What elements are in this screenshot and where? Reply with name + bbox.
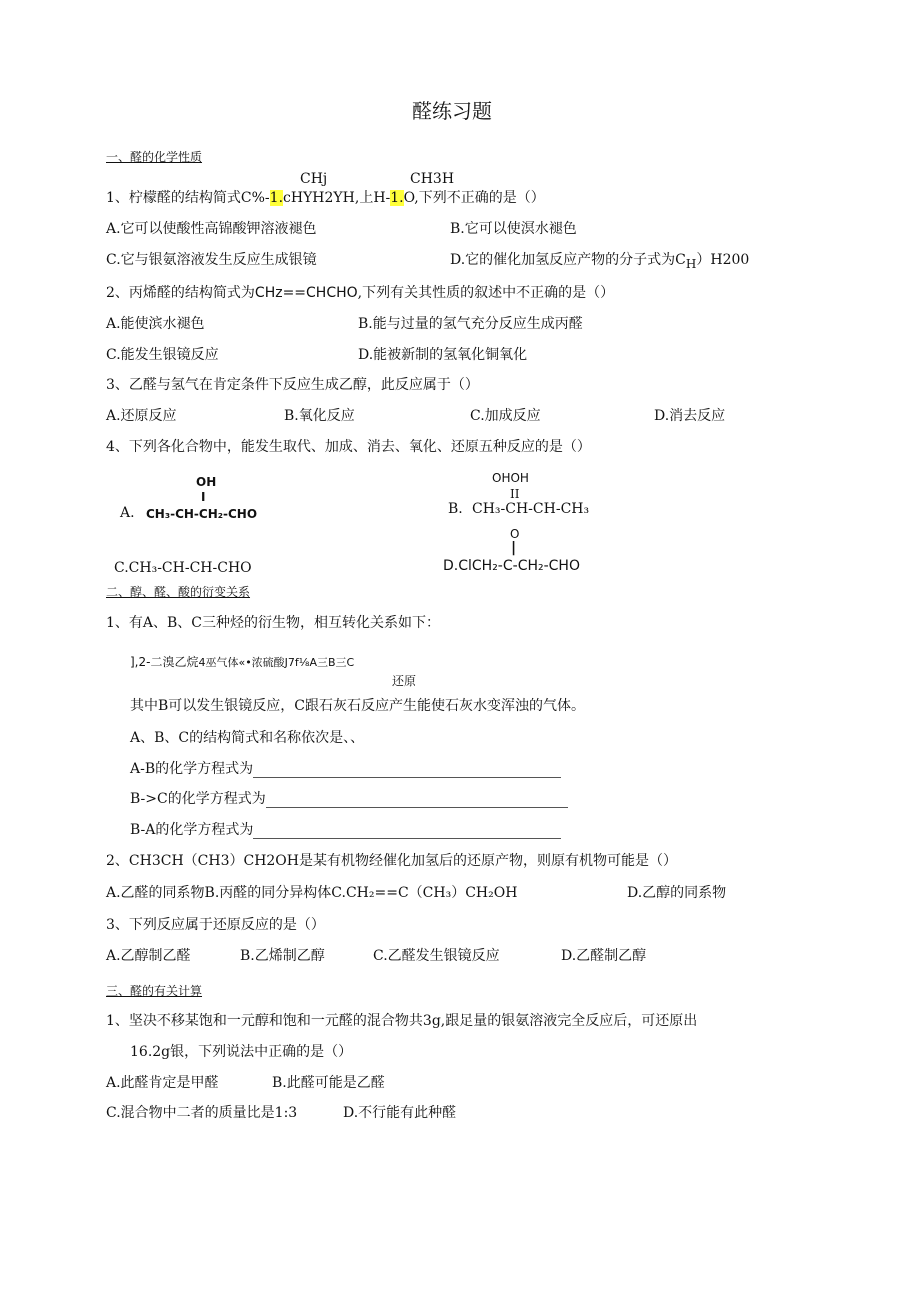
q3-option-b: B.氧化反应 xyxy=(284,408,355,424)
q4-a-oh: OH xyxy=(196,475,217,489)
s2-q3-option-b: B.乙烯制乙醇 xyxy=(240,948,325,964)
s3-q1-option-b: B.此醛可能是乙醛 xyxy=(272,1075,385,1091)
q4-a-formula: CH₃-CH-CH₂-CHO xyxy=(146,507,258,521)
q4-b-bonds: II xyxy=(510,487,520,501)
section-3-heading: 三、醛的有关计算 xyxy=(106,984,203,998)
q1-option-d xyxy=(450,251,749,273)
q4-d-formula: D.ClCH₂-C-CH₂-CHO xyxy=(443,558,580,574)
q2-stem-formula: CHz==CHCHO xyxy=(254,285,358,301)
s2-q1-ask: A、B、C的结构简式和名称依次是、、 xyxy=(130,730,365,746)
s3-q1-option-d: D.不行能有此种醛 xyxy=(343,1105,457,1121)
answer-blank[interactable] xyxy=(253,763,561,778)
s2-q3-option-c: C.乙醛发生银镜反应 xyxy=(373,948,500,964)
s3-q1-option-c: C.混合物中二者的质量比是1:3 xyxy=(106,1105,298,1121)
answer-blank[interactable] xyxy=(266,793,568,808)
s2-q1-line-ab-label: A-B的化学方程式为 xyxy=(130,761,254,777)
s2-q1-reduce-label: 还原 xyxy=(392,674,417,688)
s2-q1-scheme-start: ],2-二溴乙烷 xyxy=(130,655,199,669)
s2-q1-line-ba xyxy=(130,821,561,839)
q3-stem: 3、乙醛与氢气在肯定条件下反应生成乙醇，此反应属于（） xyxy=(106,377,479,393)
q4-stem: 4、下列各化合物中，能发生取代、加成、消去、氧化、还原五种反应的是（） xyxy=(106,439,591,455)
answer-blank[interactable] xyxy=(253,824,561,839)
s2-q1-line-ba-label: B-A的化学方程式为 xyxy=(130,822,254,838)
s2-q2-option-d: D.乙醇的同系物 xyxy=(627,885,727,901)
q2-option-b: B.能与过量的氢气充分反应生成丙醛 xyxy=(358,316,583,332)
section-1-heading: 一、醛的化学性质 xyxy=(106,150,203,164)
q4-a-label: A. xyxy=(120,505,135,521)
q3-option-d: D.消去反应 xyxy=(654,408,726,424)
q1-highlight-1: 1. xyxy=(269,190,284,206)
q1-formula-above-left: CHj xyxy=(300,171,328,187)
q2-stem-pre: 2、丙烯醛的结构简式为 xyxy=(106,285,255,301)
q4-b-oh-groups: OHOH xyxy=(492,471,529,485)
q4-b-label: B. xyxy=(448,501,463,517)
q3-option-a: A.还原反应 xyxy=(106,408,177,424)
q1-option-b: B.它可以使溟水褪色 xyxy=(450,221,577,237)
q2-option-d: D.能被新制的氢氧化铜氧化 xyxy=(358,347,528,363)
q4-a-bond: I xyxy=(201,490,206,504)
q4-d-double-bond: | xyxy=(511,540,517,556)
q1-formula-above-right: CH3H xyxy=(410,171,455,187)
q2-stem xyxy=(106,284,614,302)
q1-stem-prefix: 1、柠檬醛的结构简式C%- xyxy=(106,190,270,206)
q1-stem-mid: cHYH2YH,上H- xyxy=(283,190,391,206)
q3-option-c: C.加成反应 xyxy=(470,408,541,424)
s2-q1-scheme-conditions: 4巫气体«•浓硫酸J7f⅛A三B三C xyxy=(198,656,355,669)
s2-q1-line-bc xyxy=(130,790,568,808)
q1-stem-suffix: O,下列不正确的是（） xyxy=(403,190,545,206)
q2-option-c: C.能发生银镜反应 xyxy=(106,347,219,363)
q2-stem-post: ,下列有关其性质的叙述中不正确的是（） xyxy=(357,285,615,301)
s2-q1-line-ab xyxy=(130,760,561,778)
q1-option-d-text: D.它的催化加氢反应产物的分子式为C xyxy=(450,252,686,268)
q4-c-formula: C.CH₃-CH-CH-CHO xyxy=(114,560,252,576)
s3-q1-stem-line1: 1、坚决不移某饱和一元醇和饱和一元醛的混合物共3g,跟足量的银氨溶液完全反应后，可还原出 xyxy=(106,1013,698,1029)
q1-option-d-tail: ）H200 xyxy=(696,252,750,268)
page-title: 醛练习题 xyxy=(412,99,492,123)
q1-stem xyxy=(106,189,545,207)
q1-option-c: C.它与银氨溶液发生反应生成银镜 xyxy=(106,252,317,268)
s2-q3-stem: 3、下列反应属于还原反应的是（） xyxy=(106,917,325,933)
q1-option-a: A.它可以使酸性高锦酸钾溶液褪色 xyxy=(106,221,317,237)
q4-b-formula: CH₃-CH-CH-CH₃ xyxy=(472,501,590,517)
s3-q1-stem-line2: 16.2g银，下列说法中正确的是（） xyxy=(130,1044,353,1060)
q2-option-a: A.能使滨水褪色 xyxy=(106,316,205,332)
s2-q2-stem: 2、CH3CH（CH3）CH2OH是某有机物经催化加氢后的还原产物，则原有机物可能是（） xyxy=(106,853,677,869)
q4-d-oxygen: O xyxy=(510,527,520,541)
s2-q1-scheme xyxy=(130,653,354,672)
s2-q1-line-bc-label: B->C的化学方程式为 xyxy=(130,791,266,807)
section-2-heading: 二、醇、醛、酸的衍变关系 xyxy=(106,585,251,599)
s2-q2-options-abc: A.乙醛的同系物B.丙醛的同分异构体C.CH₂==C（CH₃）CH₂OH xyxy=(106,885,518,901)
s2-q3-option-d: D.乙醛制乙醇 xyxy=(561,948,647,964)
q1-highlight-2: 1. xyxy=(390,190,404,206)
s2-q3-option-a: A.乙醇制乙醛 xyxy=(106,948,191,964)
s3-q1-option-a: A.此醛肯定是甲醛 xyxy=(106,1075,219,1091)
s2-q1-stem: 1、有A、B、C三种烃的衍生物，相互转化关系如下： xyxy=(106,615,441,631)
s2-q1-description: 其中B可以发生银镜反应，C跟石灰石反应产生能使石灰水变浑浊的气体。 xyxy=(130,698,585,714)
q1-option-d-sub: H xyxy=(685,256,697,271)
